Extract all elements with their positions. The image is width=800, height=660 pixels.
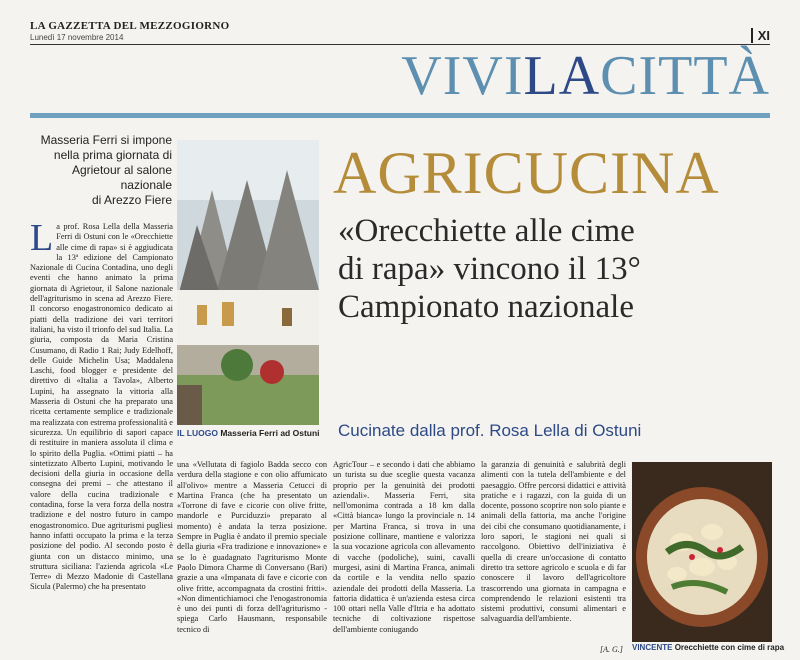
orecchiette-photo xyxy=(632,462,772,642)
trulli-illustration xyxy=(177,140,319,425)
photo-tag: VINCENTE xyxy=(632,643,673,652)
photo-caption-text: Orecchiette con cime di rapa xyxy=(674,643,785,652)
dropcap: L xyxy=(30,217,54,259)
headline: AGRICUCINA xyxy=(333,140,720,206)
section-title-part1: VIVI xyxy=(401,45,524,107)
kicker-line: Agrietour al salone nazionale xyxy=(71,163,172,192)
section-title-part2: LA xyxy=(523,45,601,107)
kicker-line: Masseria Ferri si impone xyxy=(40,133,172,147)
subheadline xyxy=(338,212,778,326)
deck: Cucinate dalla prof. Rosa Lella di Ostuni xyxy=(338,421,642,440)
subhead-line: di rapa» vincono il 13° xyxy=(338,251,641,287)
trulli-photo xyxy=(177,140,319,425)
subhead-line: «Orecchiette alle cime xyxy=(338,213,635,249)
article-column-4: la garanzia di genuinità e salubrità degli alimenti con la tutela dell'ambiente e del paesaggio. Offre percorsi didattici e attività pratiche e i ragazzi, con la guida di un docente, possono scoprire non solo piante e animali della fattoria, ma anche l'origine dei cibi che consumano quotidianamente, i loro sapori, le stagioni nei quali si raccolgono. Obiettivo dell'iniziativa è quella di creare un'occasione di contatto diretto tra settore agricolo e scuola e di far conoscere il lavoro dell'agricoltore trascorrendo una giornata in campagna e comprendendo le relazioni esistenti tra sistemi produttivi, consumi alimentari e salvaguardia dell'ambiente. xyxy=(481,460,626,624)
kicker-line: nella prima giornata di xyxy=(53,148,172,162)
masthead: LA GAZZETTA DEL MEZZOGIORNO xyxy=(30,20,230,32)
author-signature: [A. G.] xyxy=(600,645,623,654)
dateline: Lunedì 17 novembre 2014 xyxy=(30,33,124,42)
kicker-line: di Arezzo Fiere xyxy=(91,193,172,207)
kicker xyxy=(30,133,172,208)
subhead-line: Campionato nazionale xyxy=(338,289,634,325)
section-title-part3: CITTÀ xyxy=(600,45,770,107)
article-column-3: AgricTour – e secondo i dati che abbiamo un turista su due sceglie questa vacanza proprio per la genuinità dei prodotti aziendali». Masseria Ferri, sita nell'omonima contrada a 18 km dalla «Città bianca» lungo la provinciale n. 14 per Martina Franca, si trova in una posizione collinare, mantiene e valorizza la sua vocazione agricola con allevamento di vacche (podoliche), suini, cavalli murgesi, asini di Martina Franca, animali da cortile e la vendita nello spazio aziendale dei prodotti della Masseria. La fattoria didattica è un'azienda estesa circa 100 ottari nella Valle d'Itria e ha adottato tecniche di coltivazione rispettose dell'ambiente coniugando xyxy=(333,460,475,634)
photo-tag: IL LUOGO xyxy=(177,428,218,438)
article-column-2: una «Vellutata di fagiolo Badda secco con verdura della stagione e con olio affumicato all'olivo» mentre a Masseria Cetucci di Martina Franca (che ha presentato un «Torrone di fave e cicorie con olive fritte, mandorle e Purciduzzi» preparato al momento) è andata la terza posizione. Sempre in Puglia è andato il premio speciale della giuria «Fra tradizione e innovazione» e se lo è guadagnato l'agriturismo Monte Paolo Dimora Charme di Conversano (Bari) grazie a una «Impanata di fave e cicorie con olive fritte, accompagnata da crostini fritti». «Non dimentichiamoci che l'enogastronomia è uno dei punti di forza dell'agriturismo - spiega Carlo Hausmann, responsabile tecnico di xyxy=(177,460,327,634)
photo-caption-1 xyxy=(177,428,322,438)
column-text: a prof. Rosa Lella della Masseria Ferri di Ostuni con le «Orecchiette alle cime di rapa» si è aggiudicata la 13ª edizione del Campionato Nazionale di Cucina Contadina, uno degli eventi che hanno animato la prima giornata di Agrietour, il Salone nazionale dell'agriturismo in scena ad Arezzo Fiere. Il concorso enogastronomico dedicato ai piatti della tradizione dei vari territori italiani, ha visto il trionfo del sud Italia. La giuria, composta da Maria Cristina Cusumano, di Radio 1 Rai; Judy Edelhoff, delle Guide Michelin Usa; Maddalena Laschi, food blogger e presidente del direttivo di «Italia a Tavola», Alberto Lupini, ha assegnato la vittoria alla Masseria di Ostuni che ha preparato una ricetta certamente semplice e tradizionale ma realizzata con estrema professionalità e sicurezza. Un equilibrio di sapori capace di restituire in maniera assoluta il clima e lo spirito della Puglia. «Ottimi piatti – ha sintetizzato Alberto Lupini, motivando le decisioni della giuria in occasione della consegna dei premi – che attestano il valore della cucina tradizionale e contadina, forse la vera forza della nostra tradizione e del nostro futuro in campo enogastronomico. Due agriturismi pugliesi hanno infatti occupato la prima e la terza posizione del podio. Al secondo posto è giunta con un distacco minimo, una struttura siciliana: l'azienda agricola «Le Terre» di Mezzo Madonie di Castellana Sicula (Palermo) che ha presentato xyxy=(30,222,173,592)
section-band xyxy=(30,113,770,118)
article-column-1 xyxy=(30,217,173,593)
section-title xyxy=(401,46,770,106)
page-number: XI xyxy=(751,28,770,43)
orecchiette-illustration xyxy=(632,462,772,642)
photo-caption-text: Masseria Ferri ad Ostuni xyxy=(220,428,320,438)
photo-caption-2 xyxy=(632,643,784,652)
